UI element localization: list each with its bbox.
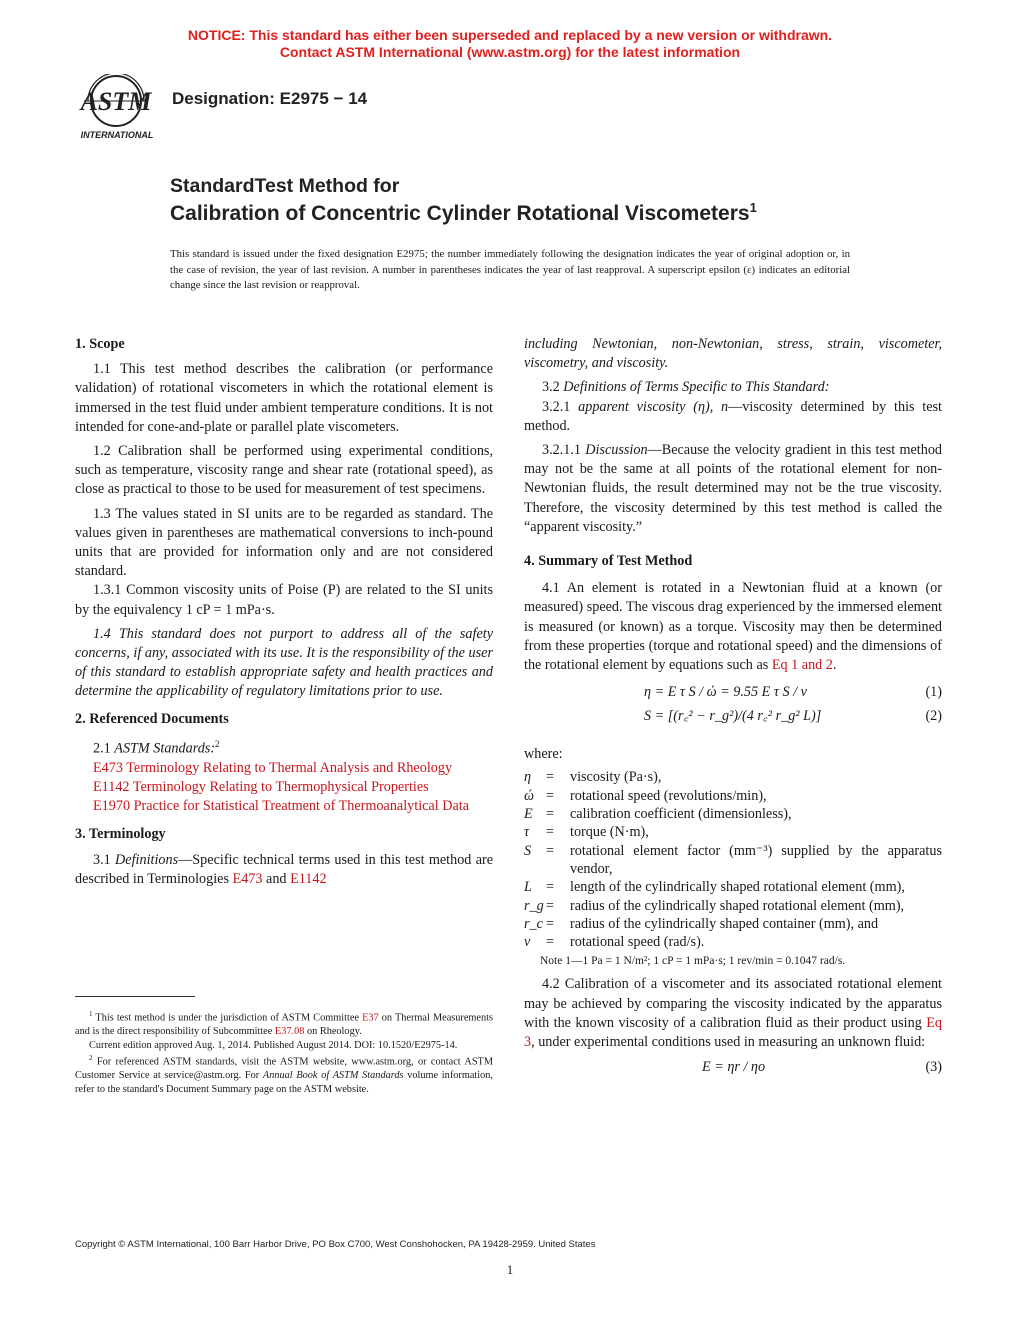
def-symbol: E <box>524 806 533 823</box>
def-equals: = <box>546 787 555 804</box>
ref-e473[interactable] <box>75 759 493 778</box>
def-equals: = <box>546 824 555 841</box>
note-1: Note 1—1 Pa = 1 N/m²; 1 cP = 1 mPa·s; 1 rev/min = 0.1047 rad/s. <box>540 955 846 968</box>
def-symbol: τ <box>524 824 530 841</box>
para-4-2-text-a: 4.2 Calibration of a viscometer and its associated rotational element may be achieved by comparing the viscosity indicated by the apparatus with the known viscosity of a calibration fluid as their product using <box>524 976 942 1031</box>
def-row <box>524 878 942 896</box>
def-symbol: S <box>524 842 532 859</box>
equation-2-body: S = [(r꜀² − r_g²)/(4 r꜀² r_g² L)] <box>644 708 822 725</box>
def-row <box>524 915 942 933</box>
notice-line-1: NOTICE: This standard has either been superseded and replaced by a new version or withdrawn. <box>187 27 833 43</box>
footnote-2-mark: 2 <box>215 738 220 749</box>
def-symbol: r_c <box>524 915 543 932</box>
section-3-heading: 3. Terminology <box>75 826 166 843</box>
footnote-2-b: volume information, refer to the standard's Document Summary page on the ASTM website. <box>75 1070 493 1095</box>
para-3-1-text: —Specific technical terms used in this test method are described in Terminologies <box>75 851 494 887</box>
ref-e1142[interactable] <box>75 778 493 797</box>
para-1-1: 1.1 This test method describes the calibration (or performance validation) of rotational viscometers in which the rotational element is immersed in the test fluid under ambient temperature conditions. It is not intended for cone-and-plate or parallel plate viscometers. <box>75 361 493 435</box>
section-1-heading: 1. Scope <box>75 336 125 352</box>
ref-e1970[interactable] <box>75 797 493 816</box>
link-e37-08[interactable]: E37.08 <box>274 1026 305 1038</box>
def-row <box>524 805 942 823</box>
para-3-2-1-1-num: 3.2.1.1 <box>542 442 582 459</box>
def-row <box>524 823 942 841</box>
title-line-1: StandardTest Method for <box>170 175 400 197</box>
ref-e1142-code[interactable]: E1142 <box>93 779 130 795</box>
def-row <box>524 787 942 805</box>
footnote-1-c: on Rheology. <box>306 1026 362 1038</box>
footnote-2-book: Annual Book of ASTM Standards <box>262 1070 404 1082</box>
notice-line-2: Contact ASTM International (www.astm.org) for the latest information <box>279 44 741 60</box>
def-text: rotational speed (revolutions/min), <box>570 787 767 804</box>
def-equals: = <box>546 769 555 786</box>
para-3-1 <box>75 851 493 889</box>
para-1-3: 1.3 The values stated in SI units are to be regarded as standard. The values given in parentheses are mathematical conversions to inch-pound units that are provided for information only and are not considered standard. <box>75 505 493 580</box>
para-3-1-and: and <box>266 870 287 887</box>
equation-2-number: (2) <box>925 708 942 725</box>
footnotes <box>75 1008 493 1096</box>
equation-3-body: E = ηr / ηo <box>702 1059 766 1076</box>
footnote-1-a: This test method is under the jurisdiction of ASTM Committee <box>95 1012 359 1024</box>
para-3-2-num: 3.2 <box>542 379 560 396</box>
footnote-rule <box>75 996 195 997</box>
link-e37[interactable]: E37 <box>362 1012 379 1024</box>
notice-banner <box>0 27 1020 61</box>
title-line-2 <box>170 200 757 226</box>
para-3-2-1 <box>524 398 942 436</box>
def-equals: = <box>546 806 555 823</box>
def-equals: = <box>546 915 555 932</box>
equation-3-number: (3) <box>925 1059 942 1076</box>
logo-letters: ASTM <box>80 87 152 116</box>
para-3-2 <box>524 378 942 397</box>
def-row <box>524 768 942 786</box>
logo-international: INTERNATIONAL <box>80 130 154 140</box>
footnote-2-sup: 2 <box>89 1054 93 1063</box>
equation-2 <box>524 707 942 731</box>
para-1-3-1: 1.3.1 Common viscosity units of Poise (P) are related to the SI units by the equivalency 1 cP = 1 mPa·s. <box>75 582 493 618</box>
section-2-heading: 2. Referenced Documents <box>75 710 229 727</box>
astm-logo <box>74 74 160 144</box>
link-e473[interactable]: E473 <box>232 870 263 887</box>
def-equals: = <box>546 934 555 951</box>
para-4-2 <box>524 975 942 1052</box>
def-symbol: ώ <box>524 787 534 804</box>
footnote-2-a: For referenced ASTM standards, visit the ASTM website, www.astm.org, or contact ASTM Customer Service at service@astm.org. For <box>75 1056 494 1082</box>
page-number: 1 <box>506 1262 514 1277</box>
right-column <box>524 335 942 1082</box>
para-3-2-1-term: apparent viscosity (η), n <box>578 398 729 415</box>
para-1-4: 1.4 This standard does not purport to address all of the safety concerns, if any, associated with its use. It is the responsibility of the user of this standard to establish appropriate safety and health practices and determine the applicability of regulatory limitations prior to use. <box>75 625 493 700</box>
para-3-2-1-1-term: Discussion <box>585 442 648 459</box>
link-eq-3[interactable]: Eq 3 <box>524 1014 942 1051</box>
para-3-1-cont: including Newtonian, non-Newtonian, stress, strain, viscometer, viscometry, and viscosity. <box>524 336 942 372</box>
footnote-2 <box>75 1052 493 1096</box>
para-2-1 <box>75 735 493 759</box>
footnote-current-edition: Current edition approved Aug. 1, 2014. Published August 2014. DOI: 10.1520/E2975-14. <box>89 1039 458 1051</box>
para-2-1-num: 2.1 <box>93 740 111 757</box>
para-3-1-num: 3.1 <box>93 851 111 868</box>
section-4-heading: 4. Summary of Test Method <box>524 553 693 570</box>
para-3-2-1-num: 3.2.1 <box>542 398 571 415</box>
def-text: rotational element factor (mm⁻³) supplied by the apparatus vendor, <box>570 842 942 877</box>
def-text: calibration coefficient (dimensionless), <box>570 806 792 823</box>
para-4-1: 4.1 An element is rotated in a Newtonian fluid at a known (or measured) speed. The viscous drag experienced by the immersed element is measured (or known) as a torque. Viscosity may then be determined from these properties (torque and rotational speed) and the dimensions of the rotational element by equations such as Eq 1 and 2. <box>524 580 942 674</box>
left-column <box>75 335 493 889</box>
def-text: length of the cylindrically shaped rotational element (mm), <box>570 879 905 896</box>
ref-e473-code[interactable]: E473 <box>93 759 123 776</box>
para-3-2-1-1 <box>524 441 942 537</box>
equation-3 <box>524 1058 942 1082</box>
def-text: radius of the cylindrically shaped rotational element (mm), <box>570 897 905 914</box>
def-text: rotational speed (rad/s). <box>570 934 705 951</box>
title-text: Calibration of Concentric Cylinder Rotational Viscometers <box>170 202 750 225</box>
copyright: Copyright © ASTM International, 100 Barr Harbor Drive, PO Box C700, West Conshohocken, PA 19428-2959. United States <box>75 1239 596 1250</box>
ref-e1970-title[interactable]: Practice for Statistical Treatment of Thermoanalytical Data <box>133 798 469 815</box>
para-3-1-term: Definitions <box>115 851 179 868</box>
para-3-2-1-1-text: —Because the velocity gradient in this test method may not be the same at all points of the rotational element for non-Newtonian fluids, the result determined may not be the true viscosity. Therefore, the viscosity determined by this test method is called the “apparent viscosity.” <box>524 442 943 535</box>
def-text: viscosity (Pa·s), <box>570 769 662 786</box>
def-symbol: η <box>524 769 532 786</box>
para-1-2: 1.2 Calibration shall be performed using experimental conditions, such as temperature, viscosity range and shear rate (rotational speed), as close as practical to those to be used for measurement of test specimens. <box>75 443 493 498</box>
para-4-1-text: 4.1 An element is rotated in a Newtonian fluid at a known (or measured) speed. The viscous drag experienced by the immersed element is measured (or known) as a torque. Viscosity may then be determined from these properties (torque and rotational speed) and the dimensions of the rotational element by equations such as <box>524 580 942 674</box>
equation-1-body: η = E τ S / ώ = 9.55 E τ S / v <box>644 684 807 701</box>
def-equals: = <box>546 879 555 896</box>
def-symbol: L <box>524 879 532 896</box>
link-e1142[interactable]: E1142 <box>290 870 327 887</box>
astm-logo-icon <box>74 74 160 144</box>
def-row <box>524 842 942 879</box>
title-footnote-mark: 1 <box>749 200 757 215</box>
footnote-1 <box>75 1008 493 1039</box>
designation: Designation: E2975 − 14 <box>172 89 368 108</box>
ref-e1142-title[interactable]: Terminology Relating to Thermophysical Properties <box>132 779 429 795</box>
footnote-1-mark: 1 <box>89 1010 93 1018</box>
ref-e1970-code[interactable]: E1970 <box>93 798 131 815</box>
def-equals: = <box>546 842 555 859</box>
para-4-2-text-b: , under experimental conditions used in measuring an unknown fluid: <box>531 1034 926 1051</box>
para-3-2-1-text: —viscosity determined by this test method. <box>524 398 942 434</box>
def-row <box>524 897 942 915</box>
def-text: radius of the cylindrically shaped container (mm), and <box>570 915 879 932</box>
def-row <box>524 933 942 951</box>
para-2-1-text: ASTM Standards: <box>114 740 216 757</box>
equation-1-number: (1) <box>925 684 942 701</box>
para-3-2-text: Definitions of Terms Specific to This Standard: <box>563 379 830 396</box>
def-equals: = <box>546 897 555 914</box>
equation-1 <box>524 683 942 707</box>
def-symbol: r_g <box>524 897 544 914</box>
issuance-statement: This standard is issued under the fixed designation E2975; the number immediately following the designation indicates the year of original adoption or, in the case of revision, the year of last revision. A number in parentheses indicates the year of last reapproval. A superscript epsilon (ε) indicates an editorial change since the last revision or reapproval. <box>170 248 850 291</box>
symbol-definitions <box>524 768 942 951</box>
where-label: where: <box>524 746 563 763</box>
ref-e473-title[interactable]: Terminology Relating to Thermal Analysis and Rheology <box>126 759 453 776</box>
def-text: torque (N·m), <box>570 824 649 841</box>
def-symbol: v <box>524 934 531 951</box>
link-eq-1-2[interactable]: Eq 1 and 2 <box>771 657 833 674</box>
footnote-1-b: on Thermal Measurements and is the direct responsibility of Subcommittee <box>75 1012 494 1038</box>
